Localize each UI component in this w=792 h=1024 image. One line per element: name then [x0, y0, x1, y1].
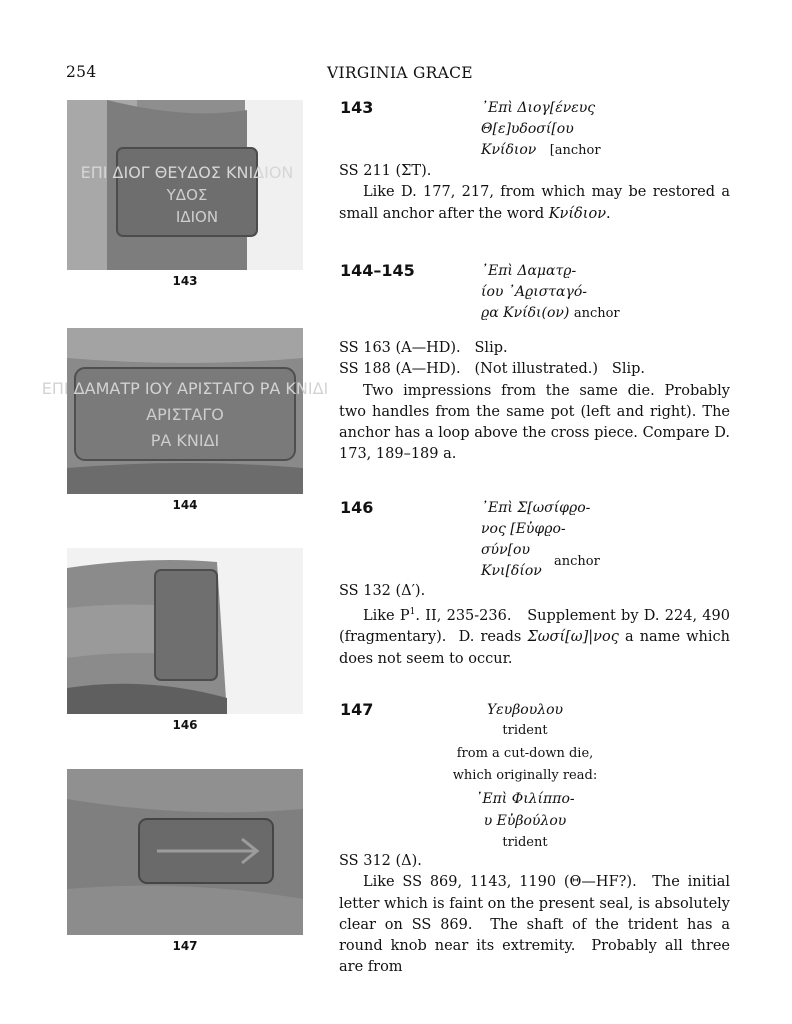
legend-line: ᾿Επὶ Σ[ωσίφϱο- [481, 500, 591, 516]
caption-146: 146 [172, 718, 198, 732]
legend-note: from a cut-down die, [456, 746, 594, 761]
svg-text:ΙΔΙΟΝ: ΙΔΙΟΝ [175, 208, 219, 226]
page-number: 254 [66, 63, 97, 81]
greek-legend-144 [481, 261, 620, 324]
svg-text:ΑΡΙΣΤΑΓΟ: ΑΡΙΣΤΑΓΟ [146, 405, 224, 424]
commentary: Like SS 869, 1143, 1190 (Θ—HF?). The initial letter which is faint on the present seal, is absolutely clear on SS 869. The shaft of the trident has a round knob near its extremity. Probably all three are from [339, 874, 735, 976]
svg-text:ΥΔΟΣ: ΥΔΟΣ [166, 186, 208, 204]
caption-143: 143 [172, 274, 198, 288]
commentary: Two impressions from the same die. Probably two handles from the same pot (left and right). The anchor has a loop above the cross piece. Compare D. 173, 189–189 a. [339, 382, 730, 463]
entry-number-147: 147 [340, 700, 374, 719]
entry-number-143: 143 [340, 98, 374, 117]
ref-line: SS 188 (A—HD). (Not illustrated.) Slip. [339, 361, 645, 378]
device-anchor: anchor [573, 306, 620, 321]
device-trident: trident [502, 835, 548, 850]
entry-number-144-145: 144–145 [340, 261, 415, 280]
commentary: Like $P^1$. II, 235-236. Supplement by D. 224, 490 (fragmentary). D. reads Σωσί[ω]|νος a name which does not seem to occur. [339, 607, 735, 667]
device-trident: trident [502, 723, 548, 738]
caption-144: 144 [172, 498, 198, 512]
legend-line: Θ[ε]υδοσί[ου [481, 121, 574, 137]
legend-line: Υευβουλου [486, 702, 564, 718]
ref-line: SS 163 (A—HD). Slip. [339, 340, 508, 356]
legend-line: ᾿Επὶ Δαματϱ- [481, 263, 577, 279]
legend-line: υ Εὐβούλου [483, 813, 567, 829]
device-anchor: [anchor [549, 143, 601, 158]
stamp-text-143: ΕΠΙ ΔΙΟΓ ΘΕΥΔΟΣ ΚΝΙΔΙΟΝ [80, 163, 294, 182]
entry-number-146: 146 [340, 498, 374, 517]
ref-line: SS 211 (ΣΤ). [339, 163, 432, 179]
entry-body-147 [339, 851, 735, 979]
entry-body-146 [339, 581, 735, 670]
stamp-text-144: ΕΠΙ ΔΑΜΑΤΡ ΙΟΥ ΑΡΙΣΤΑΓΟ ΡΑ ΚΝΙΔΙ [41, 379, 329, 398]
svg-text:ΡΑ ΚΝΙΔΙ: ΡΑ ΚΝΙΔΙ [150, 431, 220, 450]
photo-147 [67, 769, 303, 935]
greek-legend-143 [481, 98, 601, 161]
photo-143 [67, 100, 303, 270]
legend-line: ίου ᾿Αϱισταγό- [481, 284, 587, 300]
entry-body-143 [339, 161, 730, 225]
ref-line: SS 312 (Δ). [339, 853, 422, 869]
legend-line: ϱα Κνίδι(ον) anchor [481, 305, 620, 321]
legend-line: Κνι[δίον [481, 563, 542, 579]
photo-144 [41, 328, 329, 494]
entry-body-144 [339, 338, 730, 466]
legend-line: ᾿Επὶ Διογ[ένευς [481, 100, 596, 116]
legend-line: νος [Εὐφϱο- [481, 521, 566, 537]
running-title: VIRGINIA GRACE [327, 64, 473, 82]
legend-note: which originally read: [452, 768, 598, 783]
commentary: Like D. 177, 217, from which may be restored a small anchor after the word Κνίδιον. [339, 184, 730, 222]
legend-line: Κνίδιον [anchor [481, 142, 601, 158]
ref-line: SS 132 (Δ′). [339, 583, 426, 599]
device-anchor-146: anchor [554, 554, 600, 569]
legend-line: ᾿Επὶ Φιλίππο- [475, 791, 575, 807]
legend-line: σύν[ου [481, 542, 530, 558]
caption-147: 147 [172, 939, 198, 953]
photo-146 [67, 548, 303, 714]
